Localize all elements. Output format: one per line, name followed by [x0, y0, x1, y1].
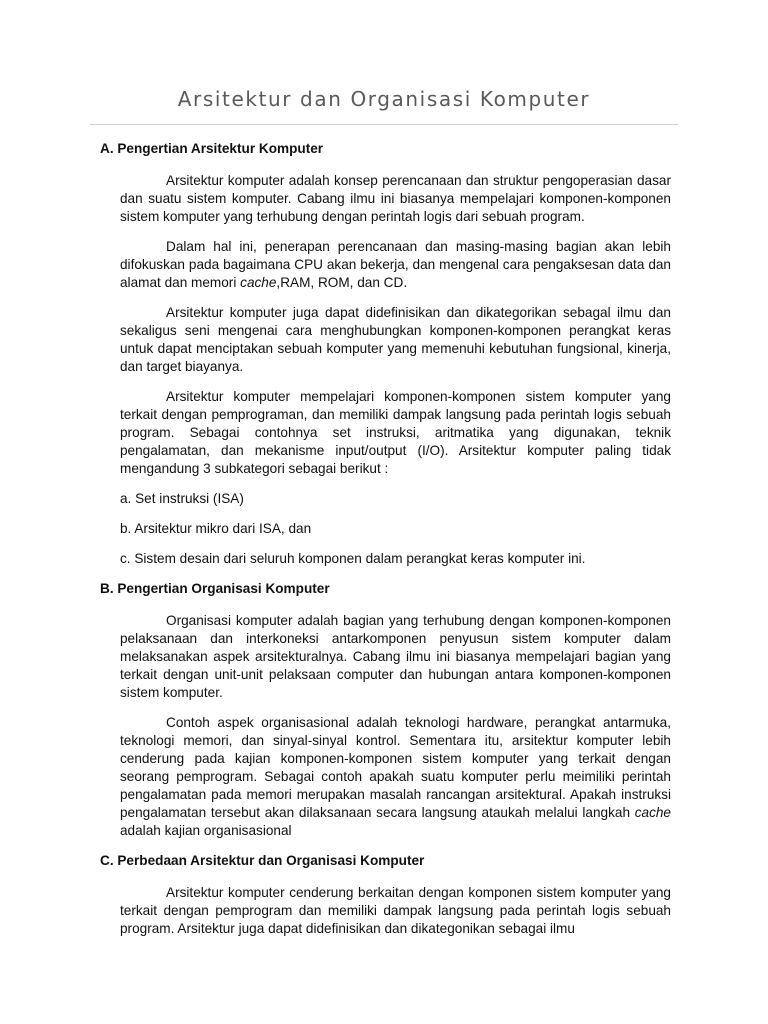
title-divider — [90, 124, 678, 125]
list-item-b: b. Arsitektur mikro dari ISA, dan — [120, 521, 312, 536]
section-c-heading: C. Perbedaan Arsitektur dan Organisasi Komputer — [100, 853, 425, 868]
section-a-heading: A. Pengertian Arsitektur Komputer — [100, 141, 324, 156]
document-title: Arsitektur dan Organisasi Komputer — [177, 87, 591, 111]
section-b-paragraph-2-tail: adalah kajian organisasional — [120, 823, 292, 838]
section-a-paragraph-2 — [120, 238, 671, 292]
section-b-paragraph-2 — [120, 714, 671, 840]
section-c-paragraph-1: Arsitektur komputer cenderung berkaitan dengan komponen sistem komputer yang terkait dengan pemprogram dan memiliki dampak langsung pada perintah logis sebuah program. Arsitektur juga dapat didefinisikan dan dikategonikan sebagai ilmu — [120, 885, 671, 936]
section-b-paragraph-1: Organisasi komputer adalah bagian yang terhubung dengan komponen-komponen pelaksanaan dan interkoneksi antarkomponen penyusun sistem komputer dalam melaksanakan aspek arsitekturalnya. Cabang ilmu ini biasanya mempelajari bagian yang terkait dengan unit-unit pelaksaan computer dan hubungan antara komponen-komponen sistem komputer. — [120, 613, 671, 700]
list-item-a: a. Set instruksi (ISA) — [120, 491, 244, 506]
section-b-paragraph-2-text: Contoh aspek organisasional adalah teknologi hardware, perangkat antarmuka, teknologi memori, dan sinyal-sinyal kontrol. Sementara itu, arsitektur komputer lebih cenderung pada kajian komponen-komponen sistem komputer yang terkait dengan seorang pemprogram. Sebagai contoh apakah suatu komputer perlu meimiliki perintah pengalamatan pada memori merupakan masalah rancangan arsitektural. Apakah instruksi pengalamatan tersebut akan dilaksanaan secara langsung ataukah melalui langkah — [120, 715, 671, 820]
section-a-paragraph-1: Arsitektur komputer adalah konsep perencanaan dan struktur pengoperasian dasar dan suatu sistem komputer. Cabang ilmu ini biasanya mempelajari komponen-komponen sistem komputer yang terhubung dengan perintah logis dari sebuah program. — [120, 173, 671, 224]
section-a-paragraph-4: Arsitektur komputer mempelajari komponen-komponen sistem komputer yang terkait dengan pemprograman, dan memiliki dampak langsung pada perintah logis sebuah program. Sebagai contohnya set instruksi, aritmatika yang digunakan, teknik pengalamatan, dan mekanisme input/output (I/O). Arsitektur komputer paling tidak mengandung 3 subkategori sebagai berikut : — [120, 389, 671, 476]
document-body — [100, 140, 671, 950]
section-a-paragraph-3: Arsitektur komputer juga dapat didefinisikan dan dikategorikan sebagal ilmu dan sekaligus seni mengenai cara menghubungkan komponen-komponen perangkat keras untuk dapat menciptakan sebuah komputer yang memenuhi kebutuhan fungsional, kinerja, dan target biayanya. — [120, 305, 671, 374]
list-item-c: c. Sistem desain dari seluruh komponen dalam perangkat keras komputer ini. — [120, 551, 586, 566]
section-a-paragraph-2-text: Dalam hal ini, penerapan perencanaan dan masing-masing bagian akan lebih difokuskan pada bagaimana CPU akan bekerja, dan mengenal cara pengaksesan data dan alamat dan memori — [120, 239, 671, 290]
cache-term: cache — [240, 275, 277, 290]
cache-term: cache — [634, 805, 671, 820]
section-b-heading: B. Pengertian Organisasi Komputer — [100, 581, 330, 596]
section-a-paragraph-2-tail: ,RAM, ROM, dan CD. — [276, 275, 408, 290]
